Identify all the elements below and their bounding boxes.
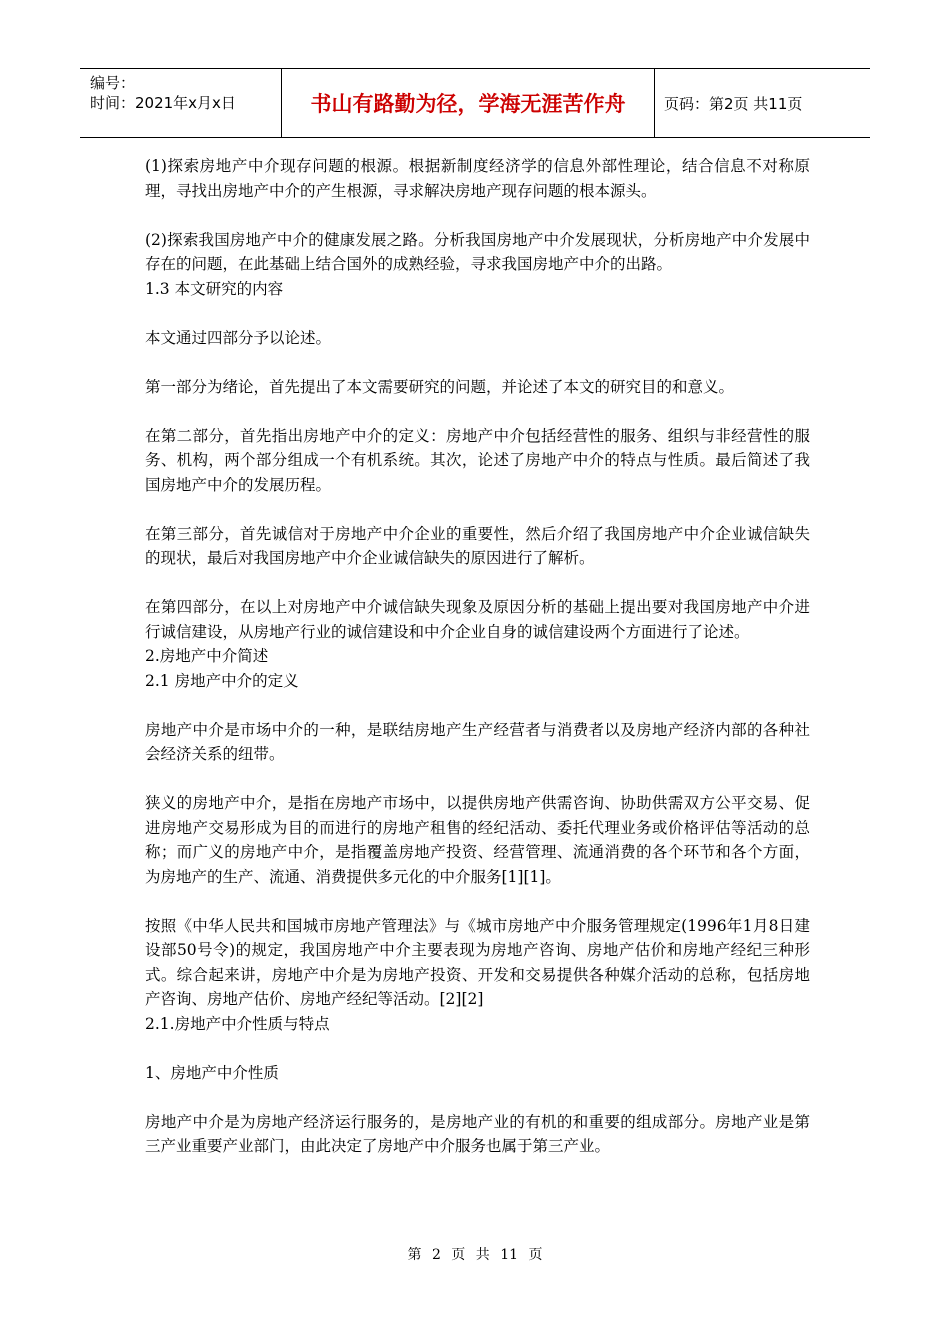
paragraph: (2)探索我国房地产中介的健康发展之路。分析我国房地产中介发展现状，分析房地产中介发展中存在的问题，在此基础上结合国外的成熟经验，寻求我国房地产中介的出路。 — [145, 230, 810, 273]
paragraph: 按照《中华人民共和国城市房地产管理法》与《城市房地产中介服务管理规定(1996年1月8日建设部50号令)的规定，我国房地产中介主要表现为房地产咨询、房地产估价和房地产经纪三种形式。综合起来讲，房地产中介是为房地产投资、开发和交易提供各种媒介活动的总称，包括房地产咨询、房地产估价、房地产经纪等活动。[2][2] — [145, 916, 810, 1008]
paragraph: (1)探索房地产中介现存问题的根源。根据新制度经济学的信息外部性理论，结合信息不对称原理，寻找出房地产中介的产生根源，寻求解决房地产现存问题的根本源头。 — [145, 157, 810, 200]
section-heading: 2.房地产中介简述 — [145, 647, 269, 665]
section-heading: 2.1.房地产中介性质与特点 — [145, 1014, 330, 1033]
page-footer: 第 2 页 共 11 页 — [407, 1247, 543, 1263]
section-heading: 1.3 本文研究的内容 — [145, 279, 284, 298]
header-meta-cell — [80, 69, 282, 137]
time-label: 时间：2021年x月x日 — [90, 94, 236, 112]
paragraph: 房地产中介是市场中介的一种，是联结房地产生产经营者与消费者以及房地产经济内部的各种社会经济关系的纽带。 — [145, 720, 810, 763]
paragraph: 在第二部分，首先指出房地产中介的定义：房地产中介包括经营性的服务、组织与非经营性的服务、机构，两个部分组成一个有机系统。其次，论述了房地产中介的特点与性质。最后简述了我国房地产中介的发展历程。 — [145, 426, 810, 494]
paragraph: 在第三部分，首先诚信对于房地产中介企业的重要性，然后介绍了我国房地产中介企业诚信缺失的现状，最后对我国房地产中介企业诚信缺失的原因进行了解析。 — [145, 524, 810, 567]
header-page-info: 页码：第2页 共11页 — [664, 94, 803, 113]
section-heading: 1、房地产中介性质 — [145, 1063, 279, 1082]
page-header — [80, 68, 870, 138]
document-body — [145, 154, 810, 1183]
paragraph: 第一部分为绪论，首先提出了本文需要研究的问题，并论述了本文的研究目的和意义。 — [145, 377, 735, 396]
paragraph: 房地产中介是为房地产经济运行服务的，是房地产业的有机的和重要的组成部分。房地产业是第三产业重要产业部门，由此决定了房地产中介服务也属于第三产业。 — [145, 1112, 810, 1155]
paragraph: 在第四部分，在以上对房地产中介诚信缺失现象及原因分析的基础上提出要对我国房地产中介进行诚信建设，从房地产行业的诚信建设和中介企业自身的诚信建设两个方面进行了论述。 — [145, 598, 810, 641]
paragraph: 狭义的房地产中介，是指在房地产市场中，以提供房地产供需咨询、协助供需双方公平交易、促进房地产交易形成为目的而进行的房地产租售的经纪活动、委托代理业务或价格评估等活动的总称；而广义的房地产中介，是指覆盖房地产投资、经营管理、流通消费的各个环节和各个方面，为房地产的生产、流通、消费提供多元化的中介服务[1][1]。 — [145, 794, 810, 886]
header-motto: 书山有路勤为径，学海无涯苦作舟 — [282, 69, 655, 137]
number-label: 编号： — [90, 74, 136, 92]
paragraph: 本文通过四部分予以论述。 — [145, 328, 332, 347]
section-heading: 2.1 房地产中介的定义 — [145, 671, 299, 690]
